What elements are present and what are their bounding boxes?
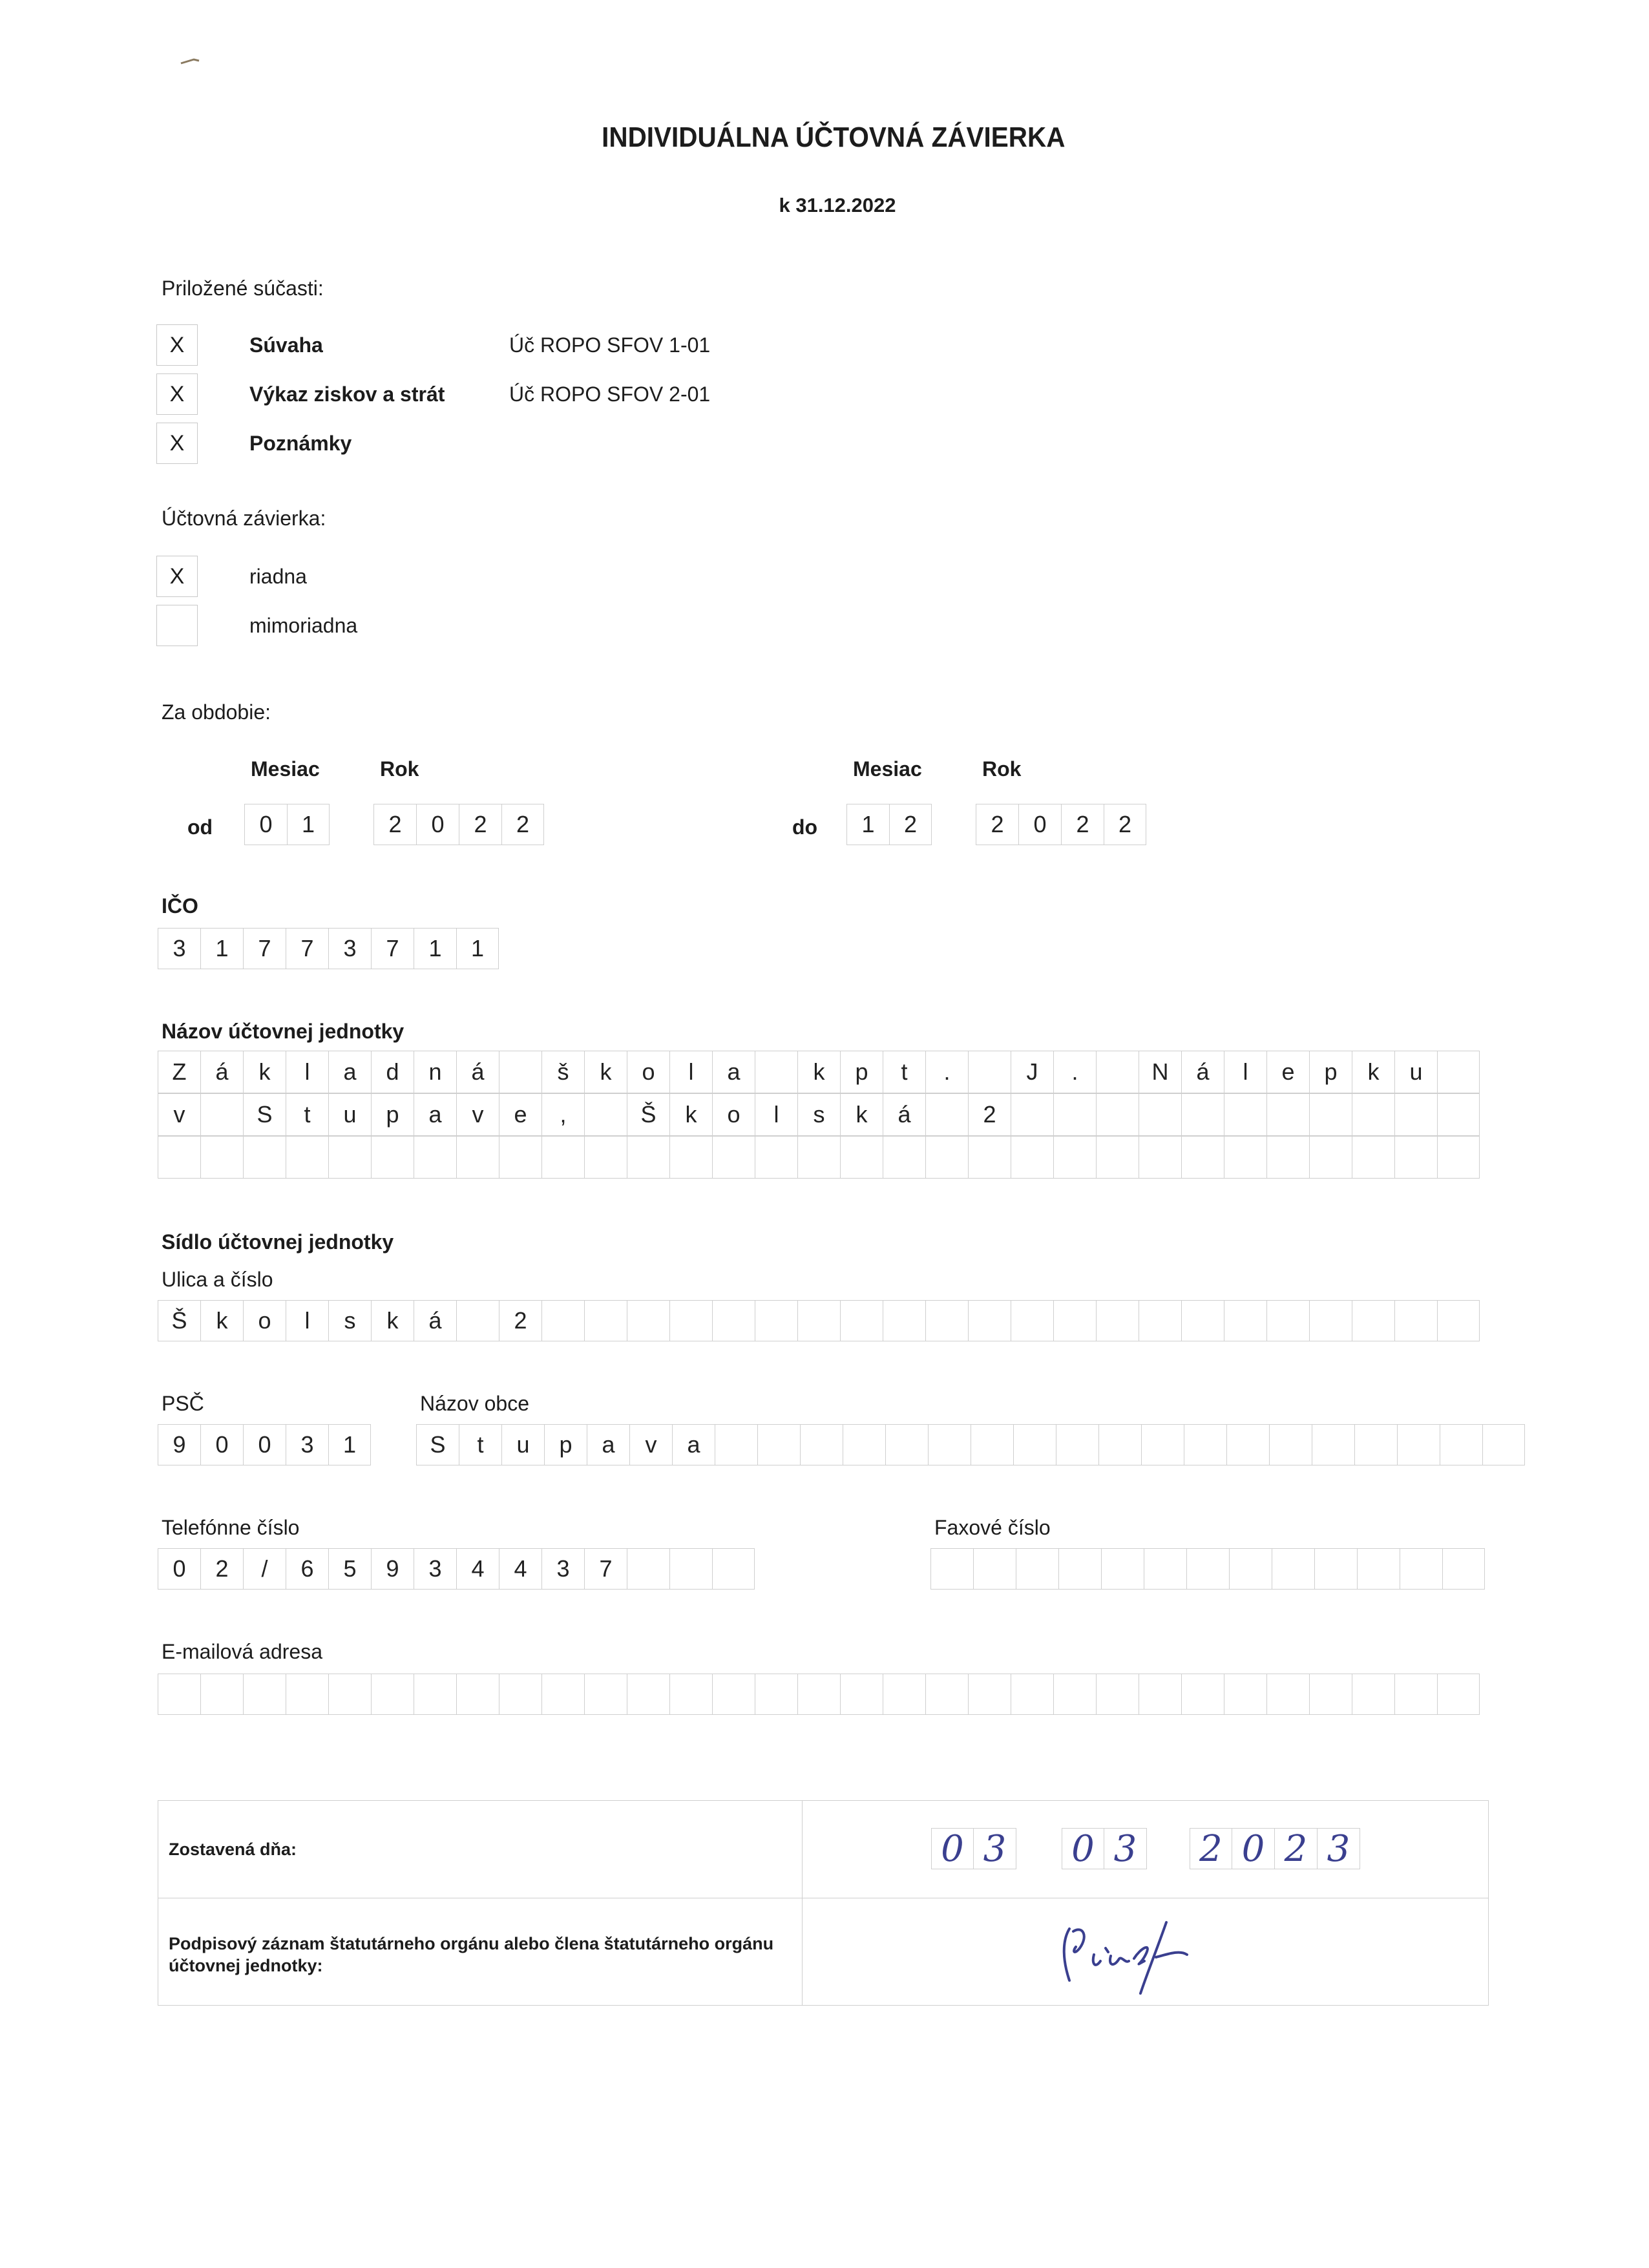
- char-box: [797, 1674, 840, 1715]
- to-year-digit: 0: [1018, 804, 1061, 845]
- char-box: [669, 1674, 712, 1715]
- char-box: [414, 1674, 456, 1715]
- char-box: a: [712, 1051, 755, 1093]
- char-box: [1266, 1674, 1309, 1715]
- address-heading: Sídlo účtovnej jednotky: [162, 1230, 394, 1254]
- char-box: [797, 1300, 840, 1341]
- char-box: k: [669, 1093, 712, 1136]
- char-box: k: [371, 1300, 414, 1341]
- to-month-digit: 2: [889, 804, 932, 845]
- char-box: l: [286, 1300, 328, 1341]
- char-box: [627, 1300, 669, 1341]
- char-box: [456, 1674, 499, 1715]
- char-box: N: [1139, 1051, 1181, 1093]
- char-box: 2: [968, 1093, 1011, 1136]
- char-box: [499, 1051, 541, 1093]
- char-box: [1354, 1424, 1397, 1465]
- char-box: [1139, 1093, 1181, 1136]
- char-box: [968, 1136, 1011, 1179]
- char-box: v: [456, 1093, 499, 1136]
- char-box: 9: [371, 1548, 414, 1590]
- char-box: a: [414, 1093, 456, 1136]
- char-box: [1442, 1548, 1485, 1590]
- char-box: [1096, 1093, 1139, 1136]
- char-box: o: [627, 1051, 669, 1093]
- fax-boxes[interactable]: [930, 1548, 1485, 1590]
- char-box: 9: [158, 1424, 200, 1465]
- char-box: [971, 1424, 1013, 1465]
- char-box: [584, 1093, 627, 1136]
- char-box: [1224, 1300, 1266, 1341]
- char-box: u: [1394, 1051, 1437, 1093]
- char-box: [755, 1136, 797, 1179]
- ico-digit: 3: [158, 928, 200, 969]
- char-box: [1309, 1674, 1352, 1715]
- char-box: [243, 1136, 286, 1179]
- char-box: [1309, 1136, 1352, 1179]
- char-box: [584, 1300, 627, 1341]
- unit-name-row: [158, 1051, 1480, 1093]
- char-box: [1141, 1424, 1184, 1465]
- char-box: [371, 1674, 414, 1715]
- compiled-year-digit: 2: [1190, 1828, 1232, 1869]
- ico-label: IČO: [162, 894, 198, 918]
- char-box: [200, 1136, 243, 1179]
- char-box: [1101, 1548, 1144, 1590]
- compiled-month-digit: 0: [1062, 1828, 1104, 1869]
- char-box: e: [1266, 1051, 1309, 1093]
- char-box: 0: [158, 1548, 200, 1590]
- city-boxes[interactable]: [416, 1424, 1525, 1465]
- char-box: [925, 1093, 968, 1136]
- char-box: t: [459, 1424, 501, 1465]
- checkbox-poznamky[interactable]: X: [156, 423, 198, 464]
- from-year-digit: 0: [416, 804, 459, 845]
- char-box: [627, 1674, 669, 1715]
- char-box: k: [1352, 1051, 1394, 1093]
- char-box: [1139, 1674, 1181, 1715]
- from-label: od: [187, 815, 213, 839]
- closing-label-riadna: riadna: [249, 565, 307, 588]
- char-box: [1053, 1674, 1096, 1715]
- phone-label: Telefónne číslo: [162, 1516, 300, 1539]
- char-box: [1184, 1424, 1226, 1465]
- to-year-label: Rok: [982, 757, 1022, 781]
- char-box: [1181, 1674, 1224, 1715]
- to-month-label: Mesiac: [853, 757, 922, 781]
- attachment-label-suvaha: Súvaha: [249, 333, 323, 357]
- char-box: [800, 1424, 843, 1465]
- ico-digit: 1: [456, 928, 499, 969]
- char-box: v: [158, 1093, 200, 1136]
- char-box: [1437, 1136, 1480, 1179]
- char-box: n: [414, 1051, 456, 1093]
- char-box: [1352, 1093, 1394, 1136]
- ico-digit: 1: [200, 928, 243, 969]
- char-box: [200, 1674, 243, 1715]
- char-box: [499, 1674, 541, 1715]
- char-box: /: [243, 1548, 286, 1590]
- char-box: [1186, 1548, 1229, 1590]
- char-box: [1058, 1548, 1101, 1590]
- char-box: 7: [584, 1548, 627, 1590]
- char-box: s: [328, 1300, 371, 1341]
- from-year-digit: 2: [501, 804, 544, 845]
- char-box: [243, 1674, 286, 1715]
- compiled-year[interactable]: [1190, 1828, 1360, 1869]
- char-box: [1352, 1136, 1394, 1179]
- char-box: [1053, 1300, 1096, 1341]
- city-label: Názov obce: [420, 1392, 529, 1415]
- char-box: [840, 1674, 883, 1715]
- char-box: [1016, 1548, 1058, 1590]
- checkbox-riadna[interactable]: X: [156, 556, 198, 597]
- char-box: á: [1181, 1051, 1224, 1093]
- char-box: [1229, 1548, 1272, 1590]
- char-box: a: [587, 1424, 629, 1465]
- char-box: p: [371, 1093, 414, 1136]
- char-box: [1098, 1424, 1141, 1465]
- attachment-code-vykaz: Úč ROPO SFOV 2-01: [509, 383, 711, 406]
- char-box: [1437, 1093, 1480, 1136]
- char-box: [456, 1300, 499, 1341]
- street-boxes[interactable]: [158, 1300, 1480, 1341]
- char-box: [1056, 1424, 1098, 1465]
- to-year-digit: 2: [1061, 804, 1104, 845]
- char-box: [1437, 1300, 1480, 1341]
- char-box: [968, 1300, 1011, 1341]
- char-box: k: [797, 1051, 840, 1093]
- char-box: [328, 1136, 371, 1179]
- char-box: .: [1053, 1051, 1096, 1093]
- char-box: 0: [243, 1424, 286, 1465]
- char-box: [755, 1674, 797, 1715]
- document-date: k 31.12.2022: [779, 194, 896, 216]
- char-box: l: [1224, 1051, 1266, 1093]
- char-box: [843, 1424, 885, 1465]
- char-box: l: [669, 1051, 712, 1093]
- compiled-day-digit: 3: [974, 1828, 1016, 1869]
- char-box: [499, 1136, 541, 1179]
- char-box: k: [840, 1093, 883, 1136]
- char-box: l: [286, 1051, 328, 1093]
- char-box: [1096, 1674, 1139, 1715]
- ico-digit: 7: [243, 928, 286, 969]
- char-box: [755, 1051, 797, 1093]
- char-box: [541, 1136, 584, 1179]
- char-box: [1394, 1674, 1437, 1715]
- char-box: t: [883, 1051, 925, 1093]
- char-box: 4: [499, 1548, 541, 1590]
- char-box: á: [200, 1051, 243, 1093]
- char-box: [158, 1674, 200, 1715]
- to-month-boxes[interactable]: [846, 804, 932, 845]
- char-box: [1266, 1093, 1309, 1136]
- email-boxes[interactable]: [158, 1674, 1480, 1715]
- char-box: [1394, 1093, 1437, 1136]
- char-box: [1482, 1424, 1525, 1465]
- compiled-label: Zostavená dňa:: [169, 1840, 297, 1859]
- char-box: [1266, 1300, 1309, 1341]
- char-box: [925, 1300, 968, 1341]
- char-box: [541, 1300, 584, 1341]
- char-box: 2: [200, 1548, 243, 1590]
- char-box: [158, 1136, 200, 1179]
- char-box: [200, 1093, 243, 1136]
- char-box: [930, 1548, 973, 1590]
- char-box: [371, 1136, 414, 1179]
- fax-label: Faxové číslo: [934, 1516, 1051, 1539]
- char-box: [1437, 1051, 1480, 1093]
- char-box: [757, 1424, 800, 1465]
- from-month-digit: 1: [287, 804, 330, 845]
- char-box: a: [328, 1051, 371, 1093]
- to-year-digit: 2: [1104, 804, 1146, 845]
- char-box: .: [925, 1051, 968, 1093]
- char-box: p: [544, 1424, 587, 1465]
- char-box: [925, 1136, 968, 1179]
- char-box: p: [840, 1051, 883, 1093]
- ico-digit: 7: [371, 928, 414, 969]
- char-box: l: [755, 1093, 797, 1136]
- to-label: do: [792, 815, 818, 839]
- attachments-heading: Priložené súčasti:: [162, 277, 324, 300]
- char-box: a: [672, 1424, 715, 1465]
- char-box: [1394, 1136, 1437, 1179]
- ico-digit: 7: [286, 928, 328, 969]
- char-box: [669, 1136, 712, 1179]
- char-box: [755, 1300, 797, 1341]
- char-box: [584, 1136, 627, 1179]
- char-box: k: [584, 1051, 627, 1093]
- char-box: [1397, 1424, 1440, 1465]
- char-box: [1144, 1548, 1186, 1590]
- char-box: [1400, 1548, 1442, 1590]
- char-box: e: [499, 1093, 541, 1136]
- char-box: [712, 1548, 755, 1590]
- ico-boxes[interactable]: [158, 928, 499, 969]
- char-box: 3: [286, 1424, 328, 1465]
- to-month-digit: 1: [846, 804, 889, 845]
- char-box: S: [416, 1424, 459, 1465]
- char-box: v: [629, 1424, 672, 1465]
- compiled-month[interactable]: [1062, 1828, 1147, 1869]
- char-box: [286, 1136, 328, 1179]
- compiled-year-digit: 3: [1318, 1828, 1360, 1869]
- char-box: 3: [541, 1548, 584, 1590]
- signature-table: [158, 1800, 1489, 2006]
- char-box: 4: [456, 1548, 499, 1590]
- char-box: š: [541, 1051, 584, 1093]
- char-box: [1309, 1300, 1352, 1341]
- char-box: 5: [328, 1548, 371, 1590]
- char-box: [1266, 1136, 1309, 1179]
- char-box: [925, 1674, 968, 1715]
- char-box: [1226, 1424, 1269, 1465]
- char-box: o: [712, 1093, 755, 1136]
- char-box: [840, 1300, 883, 1341]
- char-box: [883, 1136, 925, 1179]
- char-box: [669, 1548, 712, 1590]
- char-box: [1181, 1136, 1224, 1179]
- char-box: 3: [414, 1548, 456, 1590]
- char-box: [1272, 1548, 1314, 1590]
- char-box: [883, 1674, 925, 1715]
- compiled-day[interactable]: [931, 1828, 1016, 1869]
- char-box: [883, 1300, 925, 1341]
- char-box: k: [200, 1300, 243, 1341]
- char-box: [1011, 1674, 1053, 1715]
- compiled-day-digit: 0: [931, 1828, 974, 1869]
- char-box: [456, 1136, 499, 1179]
- char-box: [1096, 1300, 1139, 1341]
- char-box: [328, 1674, 371, 1715]
- from-year-boxes[interactable]: [373, 804, 544, 845]
- from-year-digit: 2: [373, 804, 416, 845]
- char-box: s: [797, 1093, 840, 1136]
- char-box: [627, 1136, 669, 1179]
- attachment-label-poznamky: Poznámky: [249, 432, 352, 455]
- char-box: [712, 1300, 755, 1341]
- char-box: [840, 1136, 883, 1179]
- unit-name-row: [158, 1136, 1480, 1179]
- char-box: 1: [328, 1424, 371, 1465]
- char-box: Z: [158, 1051, 200, 1093]
- char-box: [1224, 1136, 1266, 1179]
- char-box: [712, 1674, 755, 1715]
- checkbox-vykaz[interactable]: X: [156, 373, 198, 415]
- char-box: u: [501, 1424, 544, 1465]
- char-box: [1357, 1548, 1400, 1590]
- char-box: [1011, 1136, 1053, 1179]
- unit-name-row: [158, 1093, 1480, 1136]
- char-box: o: [243, 1300, 286, 1341]
- char-box: [1053, 1136, 1096, 1179]
- char-box: [1139, 1136, 1181, 1179]
- unit-name-grid[interactable]: [158, 1051, 1480, 1179]
- email-label: E-mailová adresa: [162, 1640, 322, 1663]
- compiled-month-digit: 3: [1104, 1828, 1147, 1869]
- char-box: Š: [158, 1300, 200, 1341]
- attachment-code-suvaha: Úč ROPO SFOV 1-01: [509, 333, 711, 357]
- char-box: á: [456, 1051, 499, 1093]
- ico-digit: 1: [414, 928, 456, 969]
- to-year-digit: 2: [976, 804, 1018, 845]
- phone-boxes[interactable]: [158, 1548, 755, 1590]
- attachment-label-vykaz: Výkaz ziskov a strát: [249, 383, 445, 406]
- checkbox-mimoriadna[interactable]: [156, 605, 198, 646]
- period-heading: Za obdobie:: [162, 700, 271, 724]
- char-box: [1314, 1548, 1357, 1590]
- char-box: d: [371, 1051, 414, 1093]
- char-box: [584, 1674, 627, 1715]
- char-box: [712, 1136, 755, 1179]
- char-box: [968, 1674, 1011, 1715]
- char-box: [928, 1424, 971, 1465]
- char-box: k: [243, 1051, 286, 1093]
- closing-heading: Účtovná závierka:: [162, 507, 326, 530]
- handwritten-signature: [1044, 1909, 1237, 2000]
- char-box: J: [1011, 1051, 1053, 1093]
- char-box: [1437, 1674, 1480, 1715]
- char-box: ,: [541, 1093, 584, 1136]
- char-box: [1352, 1674, 1394, 1715]
- char-box: [797, 1136, 840, 1179]
- char-box: 2: [499, 1300, 541, 1341]
- char-box: 6: [286, 1548, 328, 1590]
- char-box: [1096, 1136, 1139, 1179]
- from-month-digit: 0: [244, 804, 287, 845]
- from-month-label: Mesiac: [251, 757, 320, 781]
- compiled-year-digit: 2: [1275, 1828, 1318, 1869]
- psc-label: PSČ: [162, 1392, 204, 1415]
- char-box: [1224, 1674, 1266, 1715]
- char-box: [1181, 1093, 1224, 1136]
- from-month-boxes[interactable]: [244, 804, 330, 845]
- street-label: Ulica a číslo: [162, 1268, 273, 1291]
- closing-label-mimoriadna: mimoriadna: [249, 614, 358, 637]
- char-box: [885, 1424, 928, 1465]
- ico-digit: 3: [328, 928, 371, 969]
- char-box: [669, 1300, 712, 1341]
- char-box: S: [243, 1093, 286, 1136]
- char-box: [968, 1051, 1011, 1093]
- char-box: 0: [200, 1424, 243, 1465]
- char-box: t: [286, 1093, 328, 1136]
- char-box: [1309, 1093, 1352, 1136]
- from-year-digit: 2: [459, 804, 501, 845]
- checkbox-suvaha[interactable]: X: [156, 324, 198, 366]
- char-box: [627, 1548, 669, 1590]
- char-box: [973, 1548, 1016, 1590]
- char-box: [1096, 1051, 1139, 1093]
- char-box: [541, 1674, 584, 1715]
- char-box: [1224, 1093, 1266, 1136]
- document-title: INDIVIDUÁLNA ÚČTOVNÁ ZÁVIERKA: [602, 121, 1066, 153]
- char-box: [286, 1674, 328, 1715]
- char-box: [1011, 1300, 1053, 1341]
- char-box: [715, 1424, 757, 1465]
- char-box: Š: [627, 1093, 669, 1136]
- char-box: [1139, 1300, 1181, 1341]
- psc-boxes[interactable]: [158, 1424, 371, 1465]
- unit-name-label: Názov účtovnej jednotky: [162, 1020, 404, 1043]
- char-box: p: [1309, 1051, 1352, 1093]
- char-box: á: [414, 1300, 456, 1341]
- char-box: u: [328, 1093, 371, 1136]
- char-box: [1394, 1300, 1437, 1341]
- char-box: [1352, 1300, 1394, 1341]
- char-box: [414, 1136, 456, 1179]
- char-box: [1269, 1424, 1312, 1465]
- char-box: [1312, 1424, 1354, 1465]
- char-box: á: [883, 1093, 925, 1136]
- char-box: [1053, 1093, 1096, 1136]
- char-box: [1013, 1424, 1056, 1465]
- stray-mark: [180, 57, 202, 66]
- char-box: [1181, 1300, 1224, 1341]
- char-box: [1440, 1424, 1482, 1465]
- compiled-year-digit: 0: [1232, 1828, 1275, 1869]
- signature-label: Podpisový záznam štatutárneho orgánu alebo člena štatutárneho orgánu účtovnej jednotky:: [169, 1934, 774, 1975]
- from-year-label: Rok: [380, 757, 419, 781]
- char-box: [1011, 1093, 1053, 1136]
- to-year-boxes[interactable]: [976, 804, 1146, 845]
